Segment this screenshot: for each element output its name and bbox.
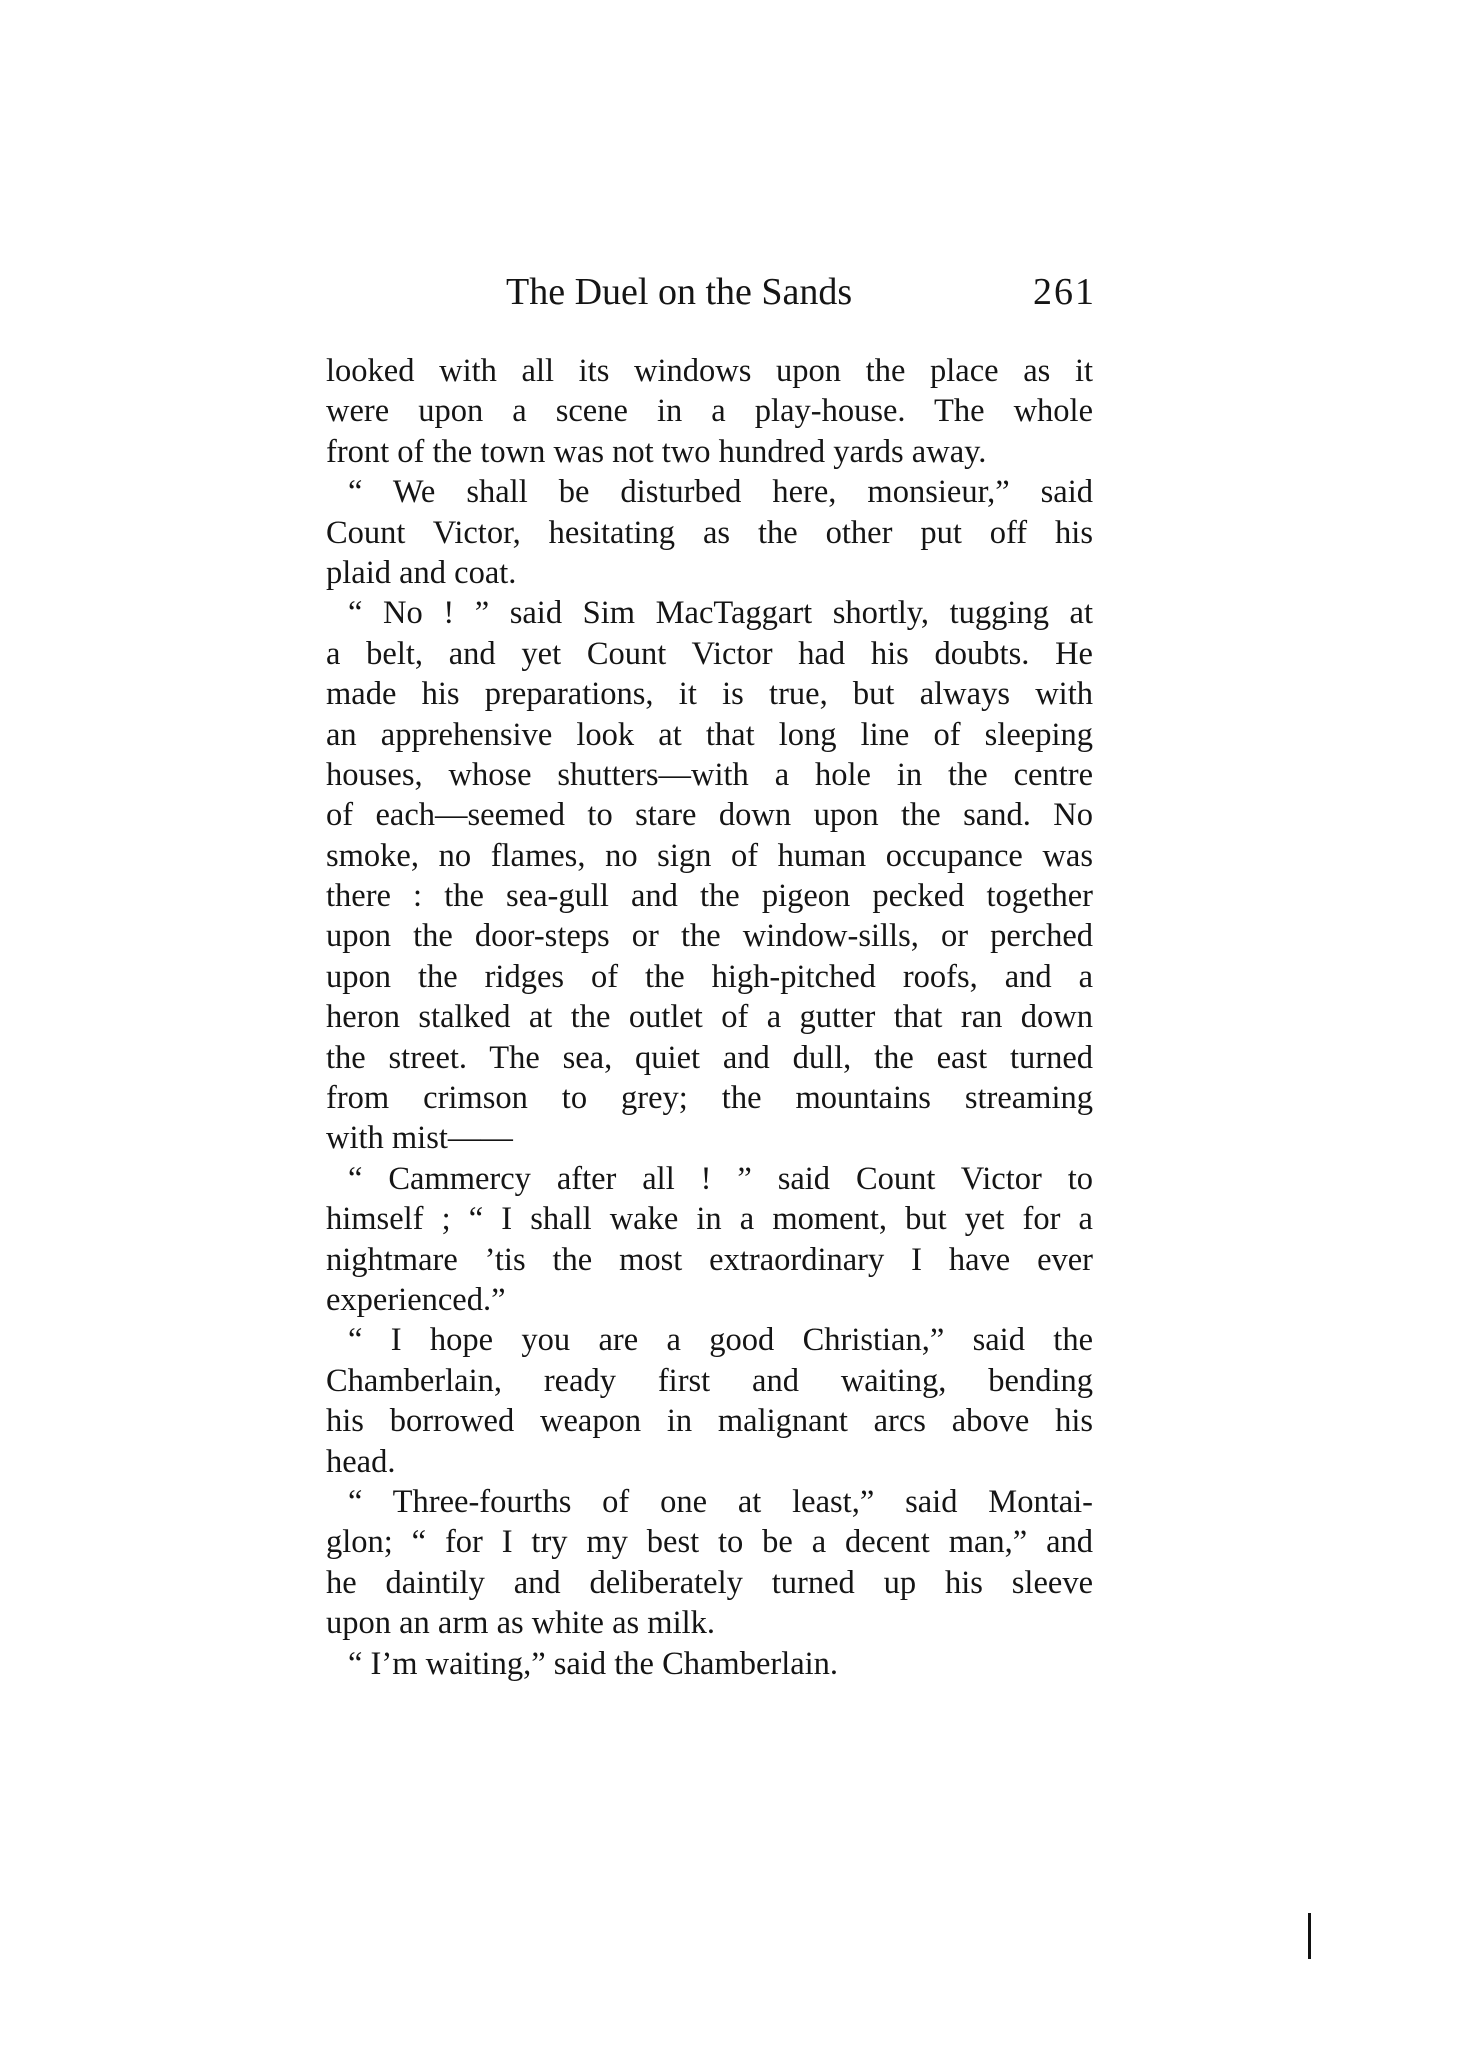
text-line: nightmare ’tis the most extraordinary I have ever bbox=[326, 1241, 1093, 1278]
text-line: Chamberlain, ready first and waiting, bending bbox=[326, 1362, 1093, 1399]
text-line: “ Three-fourths of one at least,” said Montai- bbox=[348, 1483, 1093, 1520]
text-line: upon the door-steps or the window-sills, or perched bbox=[326, 918, 1093, 955]
running-title: The Duel on the Sands bbox=[506, 271, 853, 313]
text-line: houses, whose shutters—with a hole in the centre bbox=[326, 756, 1093, 793]
text-line: plaid and coat. bbox=[326, 554, 517, 591]
text-line: the street. The sea, quiet and dull, the east turned bbox=[326, 1039, 1093, 1076]
text-line: “ Cammercy after all ! ” said Count Victor to bbox=[348, 1160, 1093, 1197]
text-line: upon the ridges of the high-pitched roofs, and a bbox=[326, 958, 1093, 995]
running-head bbox=[326, 264, 1096, 320]
page-number: 261 bbox=[1033, 271, 1096, 313]
margin-mark bbox=[1308, 1913, 1311, 1959]
text-line: heron stalked at the outlet of a gutter that ran down bbox=[326, 999, 1093, 1036]
text-line: “ I hope you are a good Christian,” said the bbox=[348, 1322, 1093, 1359]
text-line: Count Victor, hesitating as the other put off his bbox=[326, 514, 1093, 551]
text-line: from crimson to grey; the mountains streaming bbox=[326, 1080, 1093, 1117]
text-line: glon; “ for I try my best to be a decent man,” and bbox=[326, 1524, 1093, 1561]
text-line: “ I’m waiting,” said the Chamberlain. bbox=[348, 1645, 839, 1682]
text-line: smoke, no flames, no sign of human occupance was bbox=[326, 837, 1093, 874]
text-line: upon an arm as white as milk. bbox=[326, 1605, 716, 1642]
text-line: head. bbox=[326, 1443, 396, 1480]
text-line: front of the town was not two hundred yards away. bbox=[326, 433, 987, 470]
text-line: were upon a scene in a play-house. The whole bbox=[326, 393, 1093, 430]
text-line: his borrowed weapon in malignant arcs above his bbox=[326, 1403, 1093, 1440]
text-line: “ We shall be disturbed here, monsieur,” said bbox=[348, 474, 1093, 511]
body-text bbox=[326, 351, 1093, 1684]
text-line: himself ; “ I shall wake in a moment, but yet for a bbox=[326, 1201, 1093, 1238]
text-line: made his preparations, it is true, but always with bbox=[326, 676, 1093, 713]
text-line: an apprehensive look at that long line of sleeping bbox=[326, 716, 1093, 753]
text-line: a belt, and yet Count Victor had his doubts. He bbox=[326, 635, 1093, 672]
text-line: experienced.” bbox=[326, 1281, 506, 1318]
text-line: “ No ! ” said Sim MacTaggart shortly, tugging at bbox=[348, 595, 1093, 632]
text-line: there : the sea-gull and the pigeon pecked together bbox=[326, 878, 1093, 915]
text-line: of each—seemed to stare down upon the sand. No bbox=[326, 797, 1093, 834]
text-line: looked with all its windows upon the place as it bbox=[326, 353, 1093, 389]
text-line: he daintily and deliberately turned up his sleeve bbox=[326, 1564, 1093, 1601]
text-line: with mist—— bbox=[326, 1120, 513, 1157]
